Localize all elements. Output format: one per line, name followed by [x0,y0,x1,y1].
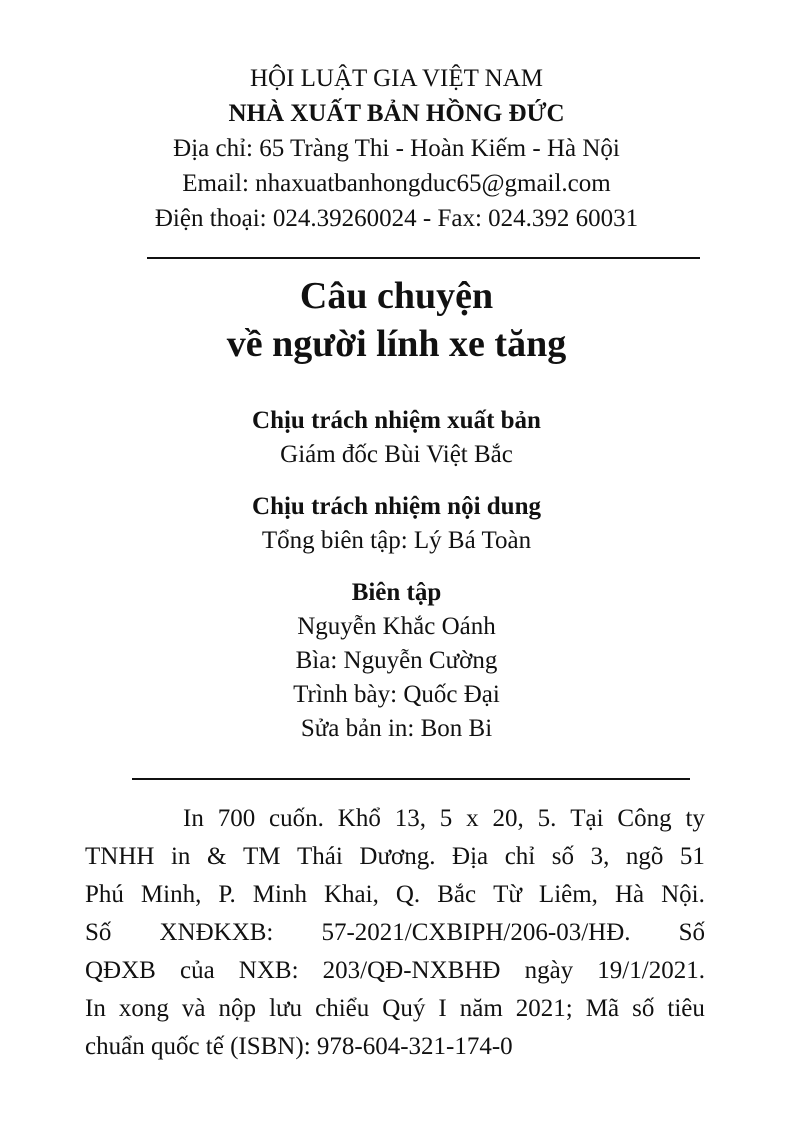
colophon-line: chuẩn quốc tế (ISBN): 978-604-321-174-0 [85,1033,513,1060]
publisher-header [0,61,793,236]
colophon-line: In xong và nộp lưu chiểu Quý I năm 2021; Mã số tiêu [85,995,705,1022]
proofreading-credit: Sửa bản in: Bon Bi [300,715,493,742]
colophon-line: Phú Minh, P. Minh Khai, Q. Bắc Từ Liêm, Hà Nội. [85,881,705,908]
publisher-name: NHÀ XUẤT BẢN HỒNG ĐỨC [228,100,565,127]
content-responsibility-value: Tổng biên tập: Lý Bá Toàn [261,527,532,554]
publisher-phone-fax: Điện thoại: 024.39260024 - Fax: 024.392 60031 [154,205,639,232]
publisher-association: HỘI LUẬT GIA VIỆT NAM [249,65,544,92]
colophon-line: TNHH in & TM Thái Dương. Địa chỉ số 3, ngõ 51 [85,843,705,870]
publisher-email: Email: nhaxuatbanhongduc65@gmail.com [182,170,611,197]
editor-value: Nguyễn Khắc Oánh [297,613,496,640]
cover-credit: Bìa: Nguyễn Cường [295,647,498,674]
publisher-address: Địa chỉ: 65 Tràng Thi - Hoàn Kiếm - Hà Nội [173,135,620,162]
content-responsibility-heading: Chịu trách nhiệm nội dung [252,493,541,520]
colophon-line: Số XNĐKXB: 57-2021/CXBIPH/206-03/HĐ. Số [85,919,705,946]
book-title-line-2: về người lính xe tăng [226,323,567,365]
colophon-line: In 700 cuốn. Khổ 13, 5 x 20, 5. Tại Công ty [183,805,705,832]
book-title [0,272,793,368]
editor-heading: Biên tập [351,579,442,606]
top-divider [147,257,700,259]
credits-block [0,404,793,746]
publishing-responsibility-heading: Chịu trách nhiệm xuất bản [252,407,541,434]
layout-credit: Trình bày: Quốc Đại [293,681,500,708]
bottom-divider [132,778,690,780]
publishing-responsibility-value: Giám đốc Bùi Việt Bắc [280,441,513,468]
colophon [85,800,705,1066]
colophon-line: QĐXB của NXB: 203/QĐ-NXBHĐ ngày 19/1/2021. [85,957,705,984]
book-title-line-1: Câu chuyện [299,275,494,317]
